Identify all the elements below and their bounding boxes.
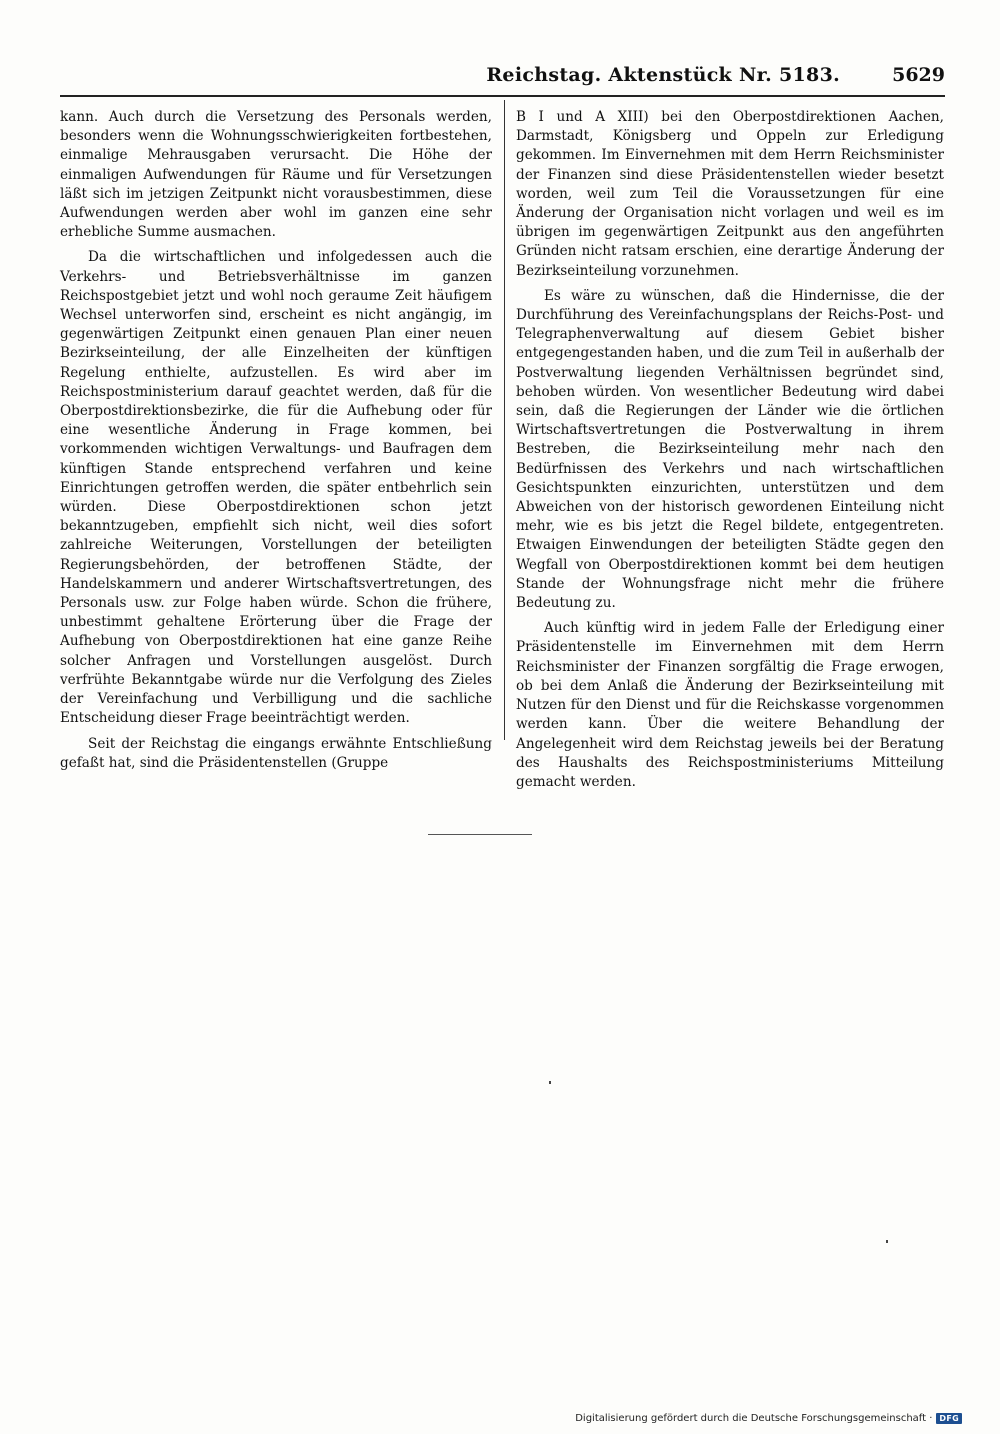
column-divider — [504, 100, 505, 740]
left-paragraph-2: Da die wirtschaftlichen und infolgedessen auch die Verkehrs- und Betriebsverhältnisse im ganzen Reichspostgebiet jetzt und wohl noch geraume Zeit häufigem Wechsel unterworfen sind, erscheint es nicht angängig, im gegenwärtigen Zeitpunkt einen genauen Plan einer neuen Bezirkseinteilung, der alle Einzelheiten der künftigen Regelung enthielte, aufzustellen. Es wird aber im Reichspostministerium darauf geachtet werden, daß für die Oberpostdirektionsbezirke, die für die Aufhebung oder für eine wesentliche Änderung in Frage kommen, bei vorkommenden wichtigen Verwaltungs- und Baufragen dem künftigen Stande entsprechend verfahren und keine Einrichtungen getroffen werden, die später entbehrlich sein würden. Diese Oberpostdirektionen schon jetzt bekanntzugeben, empfiehlt sich nicht, weil dies sofort zahlreiche Weiterungen, Vorstellungen der beteiligten Regierungsbehörden, der betroffenen Städte, der Handelskammern und anderer Wirtschaftsvertretungen, des Personals usw. zur Folge haben würde. Schon die frühere, unbestimmt gehaltene Erörterung über die Frage der Aufhebung von Oberpostdirektionen hat eine ganze Reihe solcher Anfragen und Vorstellungen ausgelöst. Durch verfrühte Bekanntgabe würde nur die Verfolgung des Zieles der Vereinfachung und Verbilligung und die sachliche Entscheidung dieser Frage beeinträchtigt werden. — [60, 249, 492, 727]
digitization-credit — [575, 1413, 962, 1424]
right-column — [516, 108, 944, 792]
left-paragraph-3: Seit der Reichstag die eingangs erwähnte Entschließung gefaßt hat, sind die Präsidentenstellen (Gruppe — [60, 735, 492, 771]
left-paragraph-1: kann. Auch durch die Versetzung des Personals werden, besonders wenn die Wohnungsschwierigkeiten fortbestehen, einmalige Mehrausgaben verursacht. Die Höhe der einmaligen Aufwendungen für Räume und für Versetzungen läßt sich im jetzigen Zeitpunkt nicht vorausbestimmen, diese Aufwendungen werden aber wohl im ganzen eine sehr erhebliche Summe ausmachen. — [60, 109, 492, 241]
page-number: 5629 — [892, 64, 945, 86]
dfg-logo: DFG — [936, 1413, 962, 1424]
right-paragraph-1: B I und A XIII) bei den Oberpostdirektionen Aachen, Darmstadt, Königsberg und Oppeln zur Erledigung gekommen. Im Einvernehmen mit dem Herrn Reichsminister der Finanzen sind diese Präsidentenstellen wieder besetzt worden, weil zum Teil die Voraussetzungen für eine Änderung der Organisation nicht vorlagen und weil es im übrigen im gegenwärtigen Zeitpunkt aus den angeführten Gründen nicht ratsam erschien, eine derartige Änderung der Bezirkseinteilung vorzunehmen. — [516, 109, 944, 279]
scan-speck — [886, 1240, 888, 1243]
credit-text: Digitalisierung gefördert durch die Deutsche Forschungsgemeinschaft · — [575, 1413, 933, 1424]
header-title: Reichstag. Aktenstück Nr. 5183. — [486, 64, 840, 86]
section-end-rule — [428, 834, 532, 835]
right-paragraph-2: Es wäre zu wünschen, daß die Hindernisse, die der Durchführung des Vereinfachungsplans der Reichs-Post- und Telegraphenverwaltung auf diesem Gebiet bisher entgegengestanden haben, und die zum Teil in außerhalb der Postverwaltung liegenden Verhältnissen begründet sind, behoben würden. Von wesentlicher Bedeutung wird dabei sein, daß die Regierungen der Länder wie die örtlichen Wirtschaftsvertretungen die Postverwaltung in ihrem Bestreben, die Bezirkseinteilung mehr nach den Bedürfnissen des Verkehrs und nach wirtschaftlichen Gesichtspunkten einzurichten, unterstützen und dem Abweichen von der historisch gewordenen Einteilung nicht mehr, wie es bis jetzt die Regel bildete, entgegentreten. Etwaigen Einwendungen der beteiligten Städte gegen den Wegfall von Oberpostdirektionen kommt bei dem heutigen Stande der Wohnungsfrage nicht mehr die frühere Bedeutung zu. — [516, 287, 944, 612]
scan-speck — [549, 1081, 551, 1084]
header-rule — [60, 95, 945, 97]
left-column — [60, 108, 492, 773]
right-paragraph-3: Auch künftig wird in jedem Falle der Erledigung einer Präsidentenstelle im Einvernehmen mit dem Herrn Reichsminister der Finanzen sorgfältig die Frage erwogen, ob bei dem Anlaß die Änderung der Bezirkseinteilung mit Nutzen für den Dienst und für die Reichskasse vorgenommen werden kann. Über die weitere Behandlung der Angelegenheit wird dem Reichstag jeweils bei der Beratung des Haushalts des Reichspostministeriums Mitteilung gemacht werden. — [516, 620, 944, 790]
page-header — [60, 64, 945, 94]
